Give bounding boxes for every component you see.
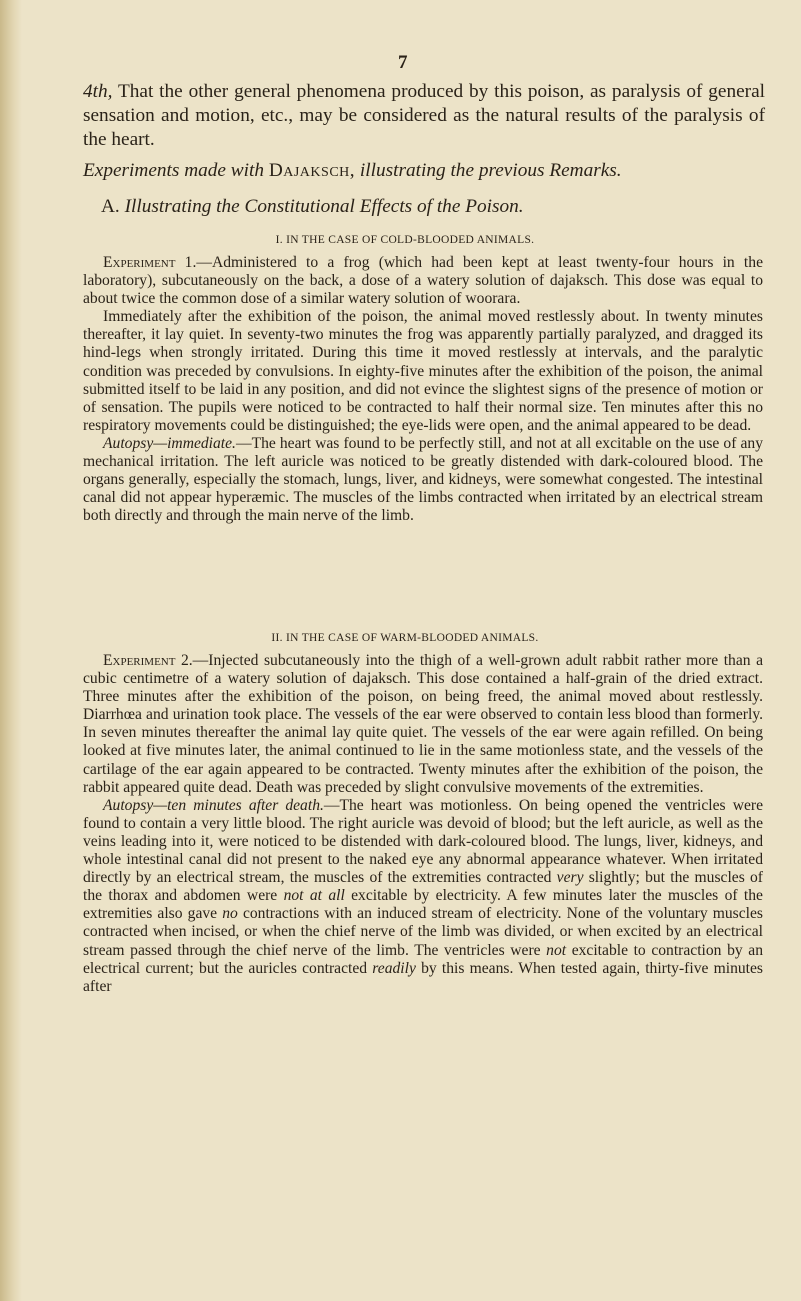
- autopsy-2-text-b: slightly; but the muscles of the thorax and abdomen were: [83, 869, 763, 905]
- autopsy-2-emph-readily: readily: [372, 959, 416, 977]
- autopsy-2-emph-very: very: [556, 869, 584, 887]
- autopsy-2-paragraph: [83, 797, 763, 996]
- experiment-2-text: —Injected subcutaneously into the thigh of a well-grown adult rabbit rather more than a cubic centimetre of a watery solution of dajaksch. This dose contained a half-grain of the dried extract. Three minutes after the exhibition of the poison, on being freed, the animal moved about restlessly. Diarrhœa and urination took place. The vessels of the ear were observed to contain less blood than formerly. In seven minutes thereafter the animal lay quite quiet. The vessels of the ear were again refilled. On being looked at five minutes later, the animal continued to lie in the same motionless state, and the vessels of the cartilage of the ear again appeared to be contracted. Twenty minutes after the exhibition of the poison, the rabbit appeared quite dead. Death was preceded by slight convulsive movements of the extremities.: [83, 652, 763, 796]
- experiment-1-text: —Administered to a frog (which had been kept at least twenty-four hours in the laboratory), subcutaneously on the back, a dose of a watery solution of dajaksch. This dose was equal to about twice the common dose of a similar watery solution of woorara.: [83, 254, 763, 308]
- subheading-a: [101, 196, 761, 218]
- experiment-1-label: Experiment 1.: [103, 254, 197, 271]
- autopsy-2-emph-not-at-all: not at all: [283, 887, 345, 905]
- lead-ordinal: 4th,: [83, 81, 113, 102]
- experiment-2-label: Experiment 2.: [103, 652, 193, 669]
- autopsy-1-text: —The heart was found to be perfectly still, and not at all excitable on the use of any mechanical irritation. The left auricle was noticed to be greatly distended with dark-coloured blood. The organs generally, especially the stomach, lungs, liver, and kidneys, were somewhat congested. The intestinal canal did not appear hyperæmic. The muscles of the limbs contracted when irritated by an electrical stream both directly and through the main nerve of the limb.: [83, 434, 763, 525]
- autopsy-2-text-e: excitable to contraction by an electrical current; but the auricles contracted: [83, 941, 763, 977]
- autopsy-2-label: Autopsy—ten minutes after death.: [103, 796, 324, 814]
- lead-paragraph: [83, 80, 765, 152]
- lead-text: That the other general phenomena produced by this poison, as paralysis of general sensation and motion, etc., may be considered as the natural results of the paralysis of the heart.: [83, 81, 765, 150]
- autopsy-2-emph-no: no: [222, 905, 238, 923]
- section-2-title: II. IN THE CASE OF WARM-BLOODED ANIMALS.: [271, 632, 539, 644]
- subheading-a-text: Illustrating the Constitutional Effects of the Poison.: [124, 196, 524, 217]
- autopsy-1-label: Autopsy—immediate.: [103, 434, 236, 452]
- experiment-1-paragraph: [83, 254, 763, 308]
- experiment-2-paragraph: [83, 652, 763, 797]
- experiment-1-observation: Immediately after the exhibition of the poison, the animal moved restlessly about. In twenty minutes thereafter, it lay quiet. In seventy-two minutes the frog was apparently partially paralyzed, and dragged its hind-legs when strongly irritated. During this time it moved restlessly at intervals, and the paralytic condition was preceded by convulsions. In eighty-five minutes after the exhibition of the poison, the animal submitted itself to be laid in any position, and did not evince the slightest signs of the presence of motion or of sensation. The pupils were noticed to be contracted to half their normal size. Ten minutes after this no respiratory movements could be distinguished; the eye-lids were open, and the animal appeared to be dead.: [83, 308, 763, 434]
- page-number: 7: [398, 52, 408, 73]
- autopsy-2-text-a: —The heart was motionless. On being opened the ventricles were found to contain a very little blood. The right auricle was devoid of blood; but the left auricle, as well as the veins leading into it, were noticed to be distended with dark-coloured blood. The lungs, liver, kidneys, and whole intestinal canal did not present to the naked eye any abnormal appearance whatever. When irritated directly by an electrical stream, the muscles of the extremities contracted: [83, 796, 763, 887]
- autopsy-2-text-d: contractions with an induced stream of electricity. None of the voluntary muscles contracted when incised, or when the chief nerve of the limb was divided, or when excited by an electrical stream passed through the chief nerve of the limb. The ventricles were: [83, 905, 763, 959]
- experiments-heading-post: illustrating the previous Remarks.: [355, 160, 622, 181]
- autopsy-1-paragraph: [83, 435, 763, 525]
- section-1-title: I. IN THE CASE OF COLD-BLOODED ANIMALS.: [275, 234, 535, 246]
- experiments-heading-pre: Experiments made with: [83, 160, 269, 181]
- experiments-heading: [83, 160, 773, 182]
- autopsy-2-emph-not: not: [546, 941, 567, 959]
- autopsy-2-text-f: by this means. When tested again, thirty-five minutes after: [83, 959, 764, 995]
- section-1-body: [83, 254, 763, 525]
- book-spine-shadow: [0, 0, 22, 1301]
- subheading-a-letter: A.: [101, 196, 120, 217]
- experiments-heading-drug: Dajaksch,: [268, 160, 356, 181]
- autopsy-2-text-c: excitable by electricity. A few minutes later the muscles of the extremities also gave: [83, 887, 763, 923]
- section-2-body: [83, 652, 763, 996]
- book-page: [40, 0, 770, 1301]
